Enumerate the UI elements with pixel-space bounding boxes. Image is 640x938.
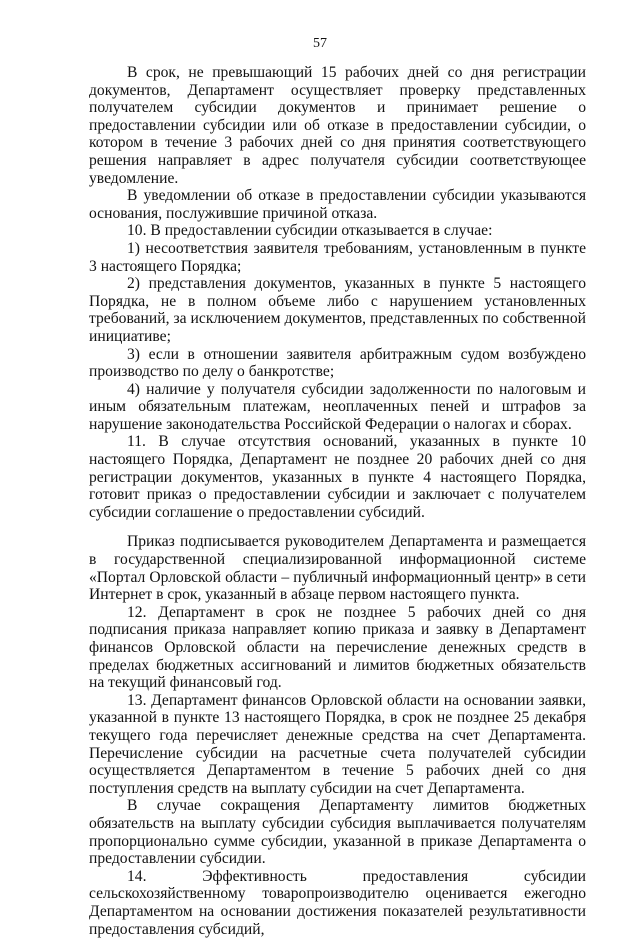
paragraph-refusal-notice: В уведомлении об отказе в предоставлении субсидии указываются основания, послужившие причиной отказа. (89, 187, 586, 222)
paragraph-item-10-2: 2) представления документов, указанных в пункте 5 настоящего Порядка, не в полном объеме либо с нарушением установленных требований, за исключением документов, представленных по собственной инициативе; (89, 275, 586, 345)
paragraph-item-13: 13. Департамент финансов Орловской области на основании заявки, указанной в пункте 13 настоящего Порядка, в срок не позднее 25 декабря текущего года перечисляет денежные средства на счет Департамента. Перечисление субсидии на расчетные счета получателей субсидии осуществляется Департаментом в течение 5 рабочих дней со дня поступления средств на выплату субсидии на счет Департамента. (89, 691, 586, 797)
paragraph-limit-reduction: В случае сокращения Департаменту лимитов бюджетных обязательств на выплату субсидии субсидия выплачивается получателям пропорционально сумме субсидии, указанной в приказе Департамента о предоставлении субсидии. (89, 797, 586, 868)
paragraph-item-10-1: 1) несоответствия заявителя требованиям, установленным в пункте 3 настоящего Порядка; (89, 239, 586, 275)
paragraph-verification-deadline: В срок, не превышающий 15 рабочих дней со дня регистрации документов, Департамент осуществляет проверку представленных получателем субсидии документов и принимает решение о предоставлении субсидии или об отказе в предоставлении субсидии, о котором в течение 3 рабочих дней со дня принятия соответствующего решения направляет в адрес получателя субсидии соответствующее уведомление. (89, 64, 586, 187)
paragraph-item-10-3: 3) если в отношении заявителя арбитражным судом возбуждено производство по делу о банкротстве; (89, 345, 586, 381)
paragraph-item-10: 10. В предоставлении субсидии отказывается в случае: (127, 222, 493, 240)
document-body (89, 64, 586, 938)
paragraph-item-10-4: 4) наличие у получателя субсидии задолженности по налоговым и иным обязательным платежам, неоплаченных пеней и штрафов за нарушение законодательства Российской Федерации о налогах и сборах. (89, 380, 586, 433)
paragraph-item-12: 12. Департамент в срок не позднее 5 рабочих дней со дня подписания приказа направляет копию приказа и заявку в Департамент финансов Орловской области на перечисление денежных средств в пределах бюджетных ассигнований и лимитов бюджетных обязательств на текущий финансовый год. (89, 603, 586, 692)
paragraph-item-11: 11. В случае отсутствия оснований, указанных в пункте 10 настоящего Порядка, Департамент не позднее 20 рабочих дней со дня регистрации документов, указанных в пункте 4 настоящего Порядка, готовит приказ о предоставлении субсидии и заключает с получателем субсидии соглашение о предоставлении субсидий. (89, 433, 586, 521)
paragraph-item-14: 14. Эффективность предоставления субсидии сельскохозяйственному товаропроизводителю оценивается ежегодно Департаментом на основании достижения показателей результативности предоставления субсидий, (89, 867, 586, 938)
page-number: 57 (313, 36, 327, 51)
paragraph-order-signing: Приказ подписывается руководителем Департамента и размещается в государственной специализированной информационной системе «Портал Орловской области – публичный информационный центр» в сети Интернет в срок, указанный в абзаце первом настоящего пункта. (89, 533, 586, 604)
